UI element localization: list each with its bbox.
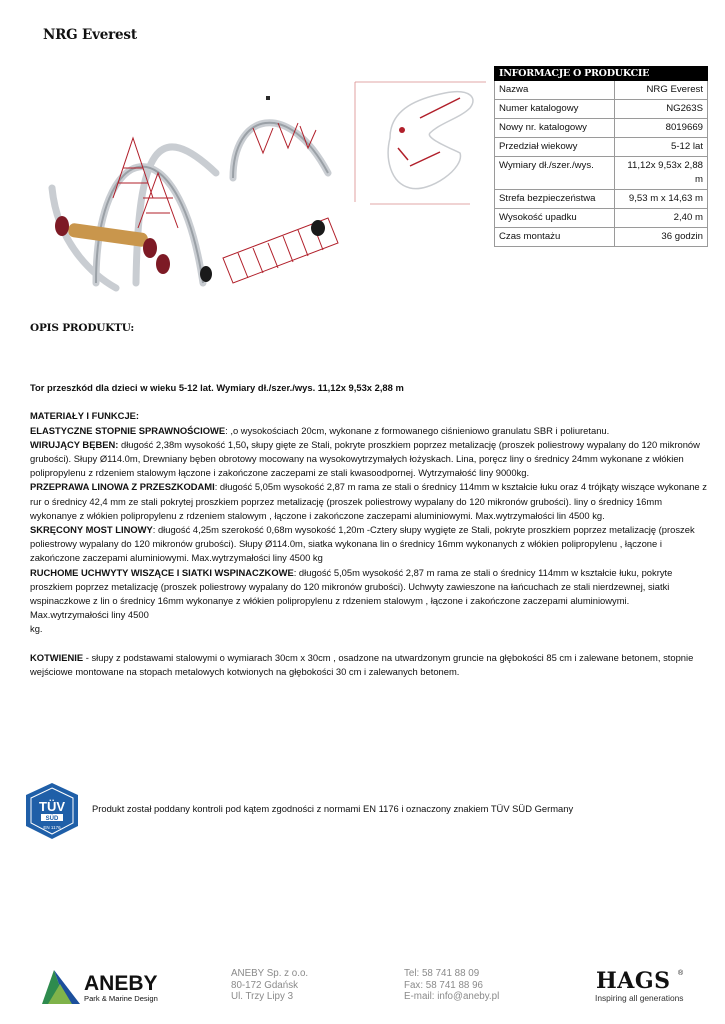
product-description [30,381,708,679]
row-value: 2,40 m [615,209,708,228]
company-contact [404,968,499,1003]
contact-fax: Fax: 58 741 88 96 [404,979,483,991]
row-label: Nowy nr. katalogowy [495,119,615,138]
arch-top-cap [266,96,270,100]
row-value: NRG Everest [615,81,708,100]
company-street: Ul. Trzy Lipy 3 [231,991,294,1002]
description-heading: OPIS PRODUKTU: [30,322,135,334]
row-label: Strefa bezpieczeństwa [495,190,615,209]
row-label: Wymiary dł./szer./wys. [495,157,615,190]
hags-registered: ® [678,970,684,977]
row-value: 8019669 [615,119,708,138]
contact-tel: Tel: 58 741 88 09 [404,968,480,979]
row-label: Numer katalogowy [495,100,615,119]
feature-text: : długość 5,05m wysokość 2,87 m rama ze stali o średnicy 114mm w kształcie łuku, pokryte proszkiem poprzez metalizację (proszek poliestrowy wypalany do 120 mikronów grubości). Uchwyty zawieszone na łańcuchach ze stali nierdzewnej, siatki wspinaczkowe z lin o średnicy 16mm wykonanye z włókien polipropylenu z rdzeniem stalowym , łączone i zakończone zaczepami aluminiowymi. Max.wytrzymałości liny 4500 [30,566,673,621]
row-value: 11,12x 9,53x 2,88 m [615,157,708,190]
hags-logo [594,964,694,1006]
feature-text: : długość 4,25m szerokość 0,68m wysokość 1,20m -Cztery słupy wygięte ze Stali, pokryte proszkiem poprzez metalizację (proszek poliestrowy wypalany do 120 mikronów grubości). Słupy Ø114.0m, siatka wykonana lin o średnicy 16mm wykonanych z włókien polipropylenu , łączone i zakończone zaczepami aluminiowymi. Max.wytrzymałości liny 4500 kg [30,524,695,564]
feature-stepping [30,424,708,438]
safety-zone-outline [388,92,473,189]
table-row [495,119,708,138]
row-label: Nazwa [495,81,615,100]
table-row [495,138,708,157]
feature-text: - słupy z podstawami stalowymi o wymiarach 30cm x 30cm , osadzone na utwardzonym gruncie na głębokości 85 cm i zalewane betonem, stopnie wejściowe montowane na stopach metalowych kotwionych na głębokości 30 cm i zalewanych betonem. [30,651,694,678]
feature-label: KOTWIENIE [30,651,84,663]
feature-text: : długość 5,05m wysokość 2,87 m rama ze stali o średnicy 114mm w kształcie łuku oraz 4 trójkąty wiszące wykonane z rur o średnicy 42,4 mm ze stali pokrytej proszkiem poprzez metalizację (proszek poliestrowy wypalany do 120 mikronów grubości). liny o średnicy 16mm wykonanye z włókien polipropylenu z rdzeniem stalowym , łączone i zakończone zaczepami aluminiowymi. Max.wytrzymałości lin 4500 kg. [30,481,707,521]
contact-email[interactable]: E-mail: info@aneby.pl [404,991,500,1002]
feature-drum [30,438,708,481]
row-label: Przedział wiekowy [495,138,615,157]
feature-text-comma: , [246,438,249,450]
feature-label: ELASTYCZNE STOPNIE SPRAWNOŚCIOWE [30,424,226,436]
feature-label: PRZEPRAWA LINOWA Z PRZESZKODAMI [30,481,215,493]
info-table-heading: INFORMACJE O PRODUKCIE [495,67,708,81]
row-label: Wysokość upadku [495,209,615,228]
site-plan-diagram [350,78,492,213]
page-title: NRG Everest [43,27,137,43]
table-row [495,190,708,209]
product-info-table [494,66,708,247]
materials-heading: MATERIAŁY I FUNKCJE: [30,410,140,422]
hags-name: HAGS [596,968,671,994]
aneby-logo [40,966,170,1006]
intro-text: Tor przeszkód dla dzieci w wieku 5-12 lat. Wymiary dł./szer./wys. 11,12x 9,53x 2,88 m [30,382,404,393]
row-value: 5-12 lat [615,138,708,157]
tuv-logo-sub: SÜD [45,816,59,822]
tuv-logo-word: TÜV [39,799,65,814]
table-row [495,157,708,190]
company-postal: 80-172 Gdańsk [231,979,298,991]
feature-handles-tail: kg. [30,623,43,635]
table-row [495,100,708,119]
table-row [495,81,708,100]
feature-crossing [30,480,708,523]
row-label: Czas montażu [495,228,615,247]
table-row [495,209,708,228]
feature-text: słupy gięte ze Stali, pokryte proszkiem poprzez metalizację (proszek poliestrowy wypalany do 120 mikronów grubości). Słupy Ø114.0m, Drewniany bęben obrotowy mocowany na wysokowytrzymałych łożyskach. Lina, poręcz liny o średnicy 24mm wykonane z włókien polipropylenu z rdzeniem stalowym łączone i zakończone zaczepami ze stali kwasoodpornej. Wytrzymałość liny 9000kg. [30,438,700,479]
table-row [495,228,708,247]
feature-bridge [30,523,708,566]
tuv-logo-norm: EN 1176 [43,825,61,830]
aneby-name: ANEBY [84,972,158,995]
feature-handles [30,566,708,623]
feature-anchoring [30,651,708,679]
row-value: 36 godzin [615,228,708,247]
feature-label: WIRUJĄCY BĘBEN: [30,438,119,450]
certification-text: Produkt został poddany kontroli pod kątem zgodności z normami EN 1176 i oznaczony znakiem TÜV SÜD Germany [92,803,574,814]
aneby-tagline: Park & Marine Design [84,994,158,1003]
arch-left [96,167,203,283]
product-illustration [38,78,350,302]
company-address [231,968,308,1003]
row-value: 9,53 m x 14,63 m [615,190,708,209]
feature-label: RUCHOME UCHWYTY WISZĄCE I SIATKI WSPINACZKOWE [30,566,294,578]
tuv-sud-logo [24,782,80,840]
row-value: NG263S [615,100,708,119]
company-name: ANEBY Sp. z o.o. [231,968,309,979]
feature-text: : ,o wysokościach 20cm, wykonane z formowanego ciśnieniowo granulatu SBR i poliuretanu. [225,424,610,436]
feature-label: SKRĘCONY MOST LINOWY [30,524,153,536]
feature-text: długość 2,38m wysokość 1,50 [118,438,247,450]
hags-tagline: Inspiring all generations [595,993,684,1003]
